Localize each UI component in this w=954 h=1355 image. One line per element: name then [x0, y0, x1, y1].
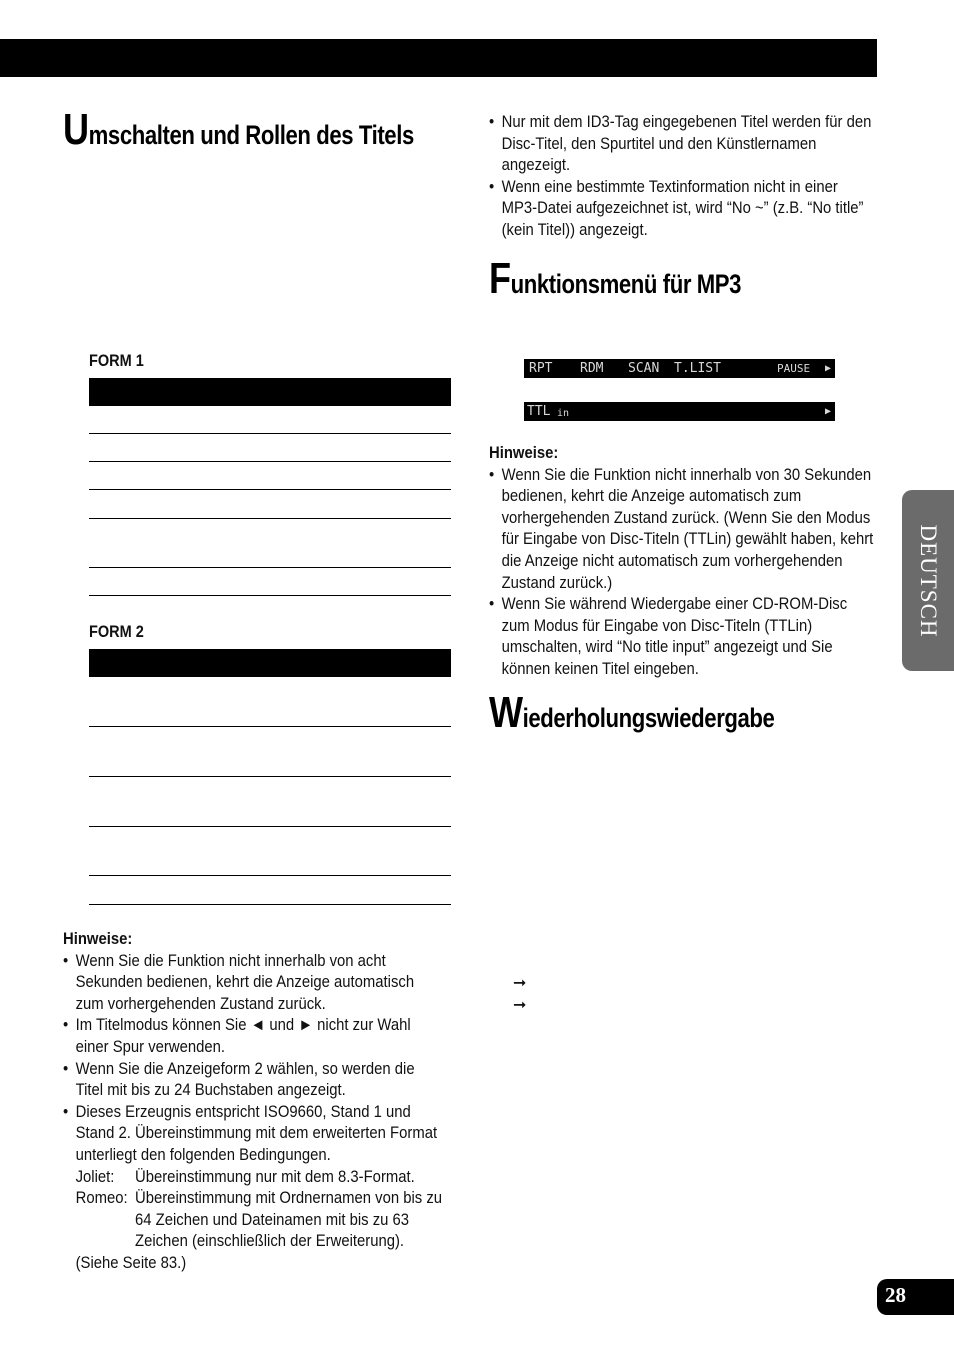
lcd-tlist: T.LIST	[674, 361, 721, 376]
right-top-notes	[489, 112, 876, 242]
lcd-rdm: RDM	[580, 361, 604, 376]
form2-row-rule	[89, 726, 451, 727]
joliet-row	[76, 1167, 446, 1189]
lcd-ttl: TTL	[527, 404, 551, 419]
note-item: • Dieses Erzeugnis entspricht ISO9660, Stand 1 und Stand 2. Übereinstimmung mit dem erweiterten Format unterliegt den folgenden Bedingungen.	[63, 1102, 446, 1167]
form1-row-rule	[89, 461, 451, 462]
form2-row-rule	[89, 904, 451, 905]
romeo-key: Romeo:	[75, 1189, 128, 1208]
lcd-pause: PAUSE	[777, 362, 811, 375]
lcd-rpt: RPT	[529, 361, 553, 376]
lcd-arrow-icon: ▶	[825, 406, 832, 417]
note-item: • Wenn Sie die Funktion nicht innerhalb von 30 Sekunden bedienen, kehrt die Anzeige automatisch zum vorhergehenden Zustand zurück. (Wenn Sie den Modus für Eingabe von Disc-Titeln (TTLin) gewählt haben, kehrt die Anzeige nicht automatisch zum vorhergehenden Zustand zurück.)	[489, 465, 878, 595]
note-item: • Wenn Sie die Anzeigeform 2 wählen, so werden die Titel mit bis zu 24 Buchstaben angezeigt.	[63, 1059, 446, 1102]
right-notes	[489, 443, 878, 681]
lcd-function-menu	[524, 359, 835, 378]
form1-row-rule	[89, 433, 451, 434]
arrow-right-icon: ➞	[513, 975, 527, 992]
note-item: • Im Titelmodus können Sie ◄ und ► nicht zur Wahl einer Spur verwenden.	[63, 1015, 446, 1058]
romeo-value: Übereinstimmung mit Ordnernamen von bis zu 64 Zeichen und Dateinamen mit bis zu 63 Zeichen (einschließlich der Erweiterung).	[135, 1189, 443, 1251]
notes-heading: Hinweise:	[63, 930, 133, 948]
lcd-arrow-icon: ▶	[825, 363, 832, 374]
note-item: • Wenn Sie während Wiedergabe einer CD-ROM-Disc zum Modus für Eingabe von Disc-Titeln (TTLin) umschalten, wird “No title input” angezeigt und Sie können keinen Titel eingeben.	[489, 594, 878, 680]
notes-heading: Hinweise:	[489, 444, 559, 462]
language-tab	[902, 490, 954, 671]
section-heading-wiederholung: Wiederholungswiedergabe	[489, 688, 775, 737]
form2-row-rule	[89, 776, 451, 777]
form2-label: FORM 2	[89, 623, 144, 641]
note-item: • Nur mit dem ID3-Tag eingegebenen Titel werden für den Disc-Titel, den Spurtitel und den Künstlernamen angezeigt.	[489, 112, 876, 177]
form1-row-rule	[89, 595, 451, 596]
form2-row-rule	[89, 875, 451, 876]
language-tab-label: DEUTSCH	[916, 523, 941, 638]
note-item: • Wenn eine bestimmte Textinformation nicht in einer MP3-Datei aufgezeichnet ist, wird “No ~” (z.B. “No title” (kein Titel)) angezeigt.	[489, 177, 876, 242]
form1-table-header	[89, 378, 451, 406]
form1-row-rule	[89, 567, 451, 568]
form1-row-rule	[89, 489, 451, 490]
lcd-scan: SCAN	[628, 361, 660, 376]
form1-label: FORM 1	[89, 352, 144, 370]
arrow-right-icon: ➞	[513, 997, 527, 1014]
form1-row-rule	[89, 518, 451, 519]
romeo-row	[76, 1188, 446, 1253]
joliet-value: Übereinstimmung nur mit dem 8.3-Format.	[135, 1167, 415, 1186]
note-item: • Wenn Sie die Funktion nicht innerhalb von acht Sekunden bedienen, kehrt die Anzeige automatisch zum vorhergehenden Zustand zurück.	[63, 951, 446, 1016]
lcd-in: in	[557, 408, 570, 419]
form2-table-header	[89, 649, 451, 677]
joliet-key: Joliet:	[75, 1167, 115, 1186]
section-heading-funktionsmenu: Funktionsmenü für MP3	[489, 254, 742, 303]
form2-row-rule	[89, 826, 451, 827]
left-notes	[63, 929, 446, 1275]
section-heading-umschalten: Umschalten und Rollen des Titels	[63, 105, 414, 154]
see-page-note: (Siehe Seite 83.)	[75, 1253, 187, 1272]
header-bar	[0, 39, 877, 77]
lcd-ttlin	[524, 402, 835, 421]
page-number: 28	[885, 1283, 906, 1307]
page-number-badge	[877, 1279, 954, 1315]
